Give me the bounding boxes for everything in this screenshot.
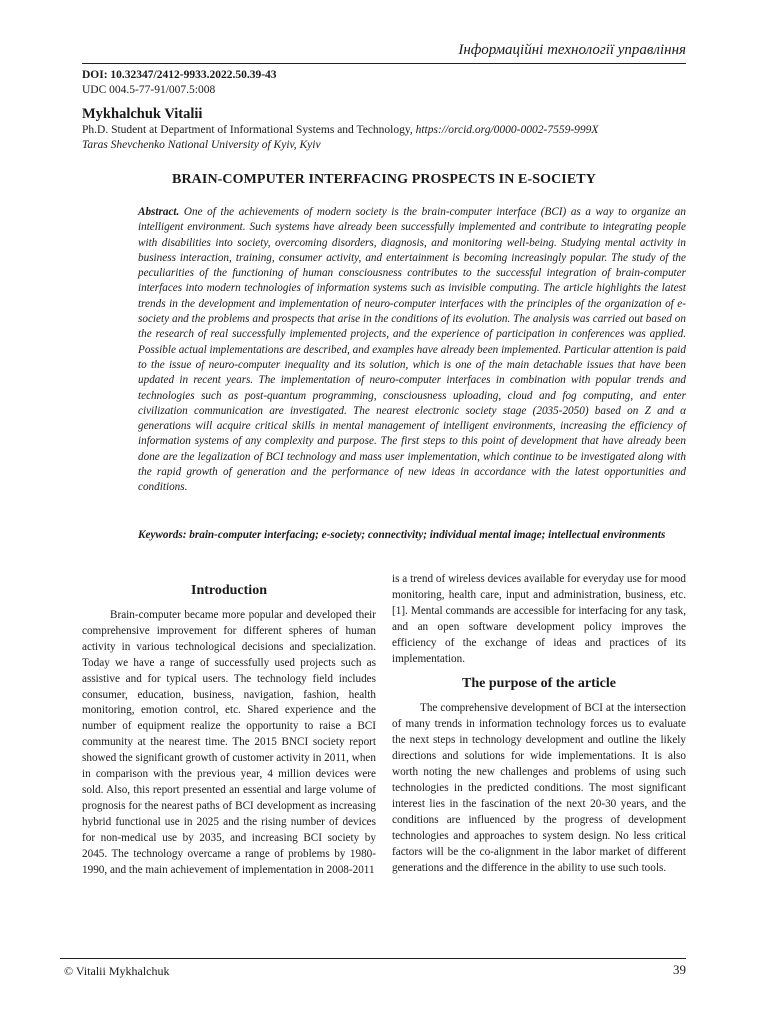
introduction-paragraph: Brain-computer became more popular and developed their comprehensive improvement for different spheres of human activity in various technological decisions and specialization. Today we have a range of successfully used projects such as assistive and for typical users. The technology field includes consumer, education, business, navigation, fashion, health monitoring, emotion control, etc. Shared experience and the number of equipment realize the opportunity to raise a BCI community at the nearest time. The 2015 BNCI society report showed the significant growth of customer activity in 2011, when in comparison with the previous year, 4 million devices were sold. Also, this report presented an essential and large volume of prognosis for the nearest paths of BCI development as increasing hybrid functional use in 2025 and the rising number of devices for non-medical use by 2035, and increasing BCI society by 2045. The technology overcame a range of problems by 1980-1990, and the main achievement of implementation in 2008-2011 bbox=[82, 609, 376, 876]
affiliation bbox=[82, 123, 686, 138]
introduction-continuation: is a trend of wireless devices available for everyday use for mood monitoring, health care, input and administration, business, etc. [1]. Mental commands are accessible for interfacing for any task, and an open software development policy improves the efficiency of the exchange of ideas and practices of its implementation. bbox=[392, 573, 686, 665]
orcid-link[interactable]: https://orcid.org/0000-0002-7559-999X bbox=[415, 124, 599, 136]
purpose-heading: The purpose of the article bbox=[462, 676, 616, 692]
right-column bbox=[392, 572, 686, 876]
header-rule bbox=[82, 63, 686, 64]
affiliation-text: Ph.D. Student at Department of Informational Systems and Technology, bbox=[82, 124, 416, 136]
author-name: Mykhalchuk Vitalii bbox=[82, 106, 203, 122]
abstract-label: Abstract. bbox=[138, 206, 180, 218]
keywords: Keywords: brain-computer interfacing; e-society; connectivity; individual mental image; intellectual environments bbox=[138, 529, 666, 541]
university: Taras Shevchenko National University of Kyiv, Kyiv bbox=[82, 139, 321, 151]
abstract bbox=[138, 205, 686, 496]
purpose-paragraph: The comprehensive development of BCI at the intersection of many trends in information technology forces us to evaluate the next steps in technology development and outline the likely directions and solutions for wide implementations. It is also worth noting the new challenges and problems of using such technologies in the predicted conditions. The most significant interest lies in the fascination of the next 20-30 years, and the conditions are influenced by the progress of development technologies and approaches to system design. No less critical factors will be the co-alignment in the labor market of different generations and the difference in the ability to use such tools. bbox=[392, 702, 686, 874]
article-metadata bbox=[82, 68, 686, 153]
udc: UDC 004.5-77-91/007.5:008 bbox=[82, 84, 216, 96]
abstract-text: One of the achievements of modern society is the brain-computer interface (BCI) as a way to organize an intelligent environment. Such systems have already been successfully implemented and contribute to integrating people with disabilities into society, overcoming disorders, diagnosis, and monitoring well-being. Studying mental activity in business interaction, training, consumer activity, and entertainment is becoming increasingly popular. The study of the peculiarities of the functioning of human consciousness contributes to the successful integration of brain-computer interfaces into modern technologies of information systems such as invisible computing. The article highlights the latest trends in the development and implementation of neuro-computer interfaces with the principles of the organization of e-society and the problems and prospects that arise in the conditions of its evolution. The analysis was carried out based on the research of real successfully implemented projects, and the experience of participation in conferences was applied. Possible actual implementations are described, and examples have already been implemented. Particular attention is paid to the issue of neuro-computer inequality and its solution, which is one of the main detachable issues that have been updated in recent years. The implementation of neuro-computer interfaces in combination with popular trends and technologies such as post-quantum programming, consciousness uploading, cloud and fog computing, and enter civilization communication are investigated. The nearest electronic society stage (2035-2050) based on Z and α generations will acquire critical skills in mental management of intelligent environments, increasing the efficiency of information systems of any complexity and purpose. The first steps to this point of development that have already been done are the legalization of BCI technology and mass user implementation, which continue to be investigated along with the rapid growth of generation and the performance of new ideas in accordance with the latest opportunities and conditions. bbox=[138, 206, 686, 494]
doi: DOI: 10.32347/2412-9933.2022.50.39-43 bbox=[82, 69, 277, 81]
running-head: Інформаційні технології управління bbox=[458, 42, 686, 58]
footer-rule bbox=[60, 958, 686, 959]
copyright: © Vitalii Mykhalchuk bbox=[64, 964, 170, 978]
article-title: BRAIN-COMPUTER INTERFACING PROSPECTS IN E-SOCIETY bbox=[172, 172, 596, 187]
left-column bbox=[82, 576, 376, 878]
introduction-heading: Introduction bbox=[191, 583, 267, 598]
page-number: 39 bbox=[673, 962, 686, 977]
